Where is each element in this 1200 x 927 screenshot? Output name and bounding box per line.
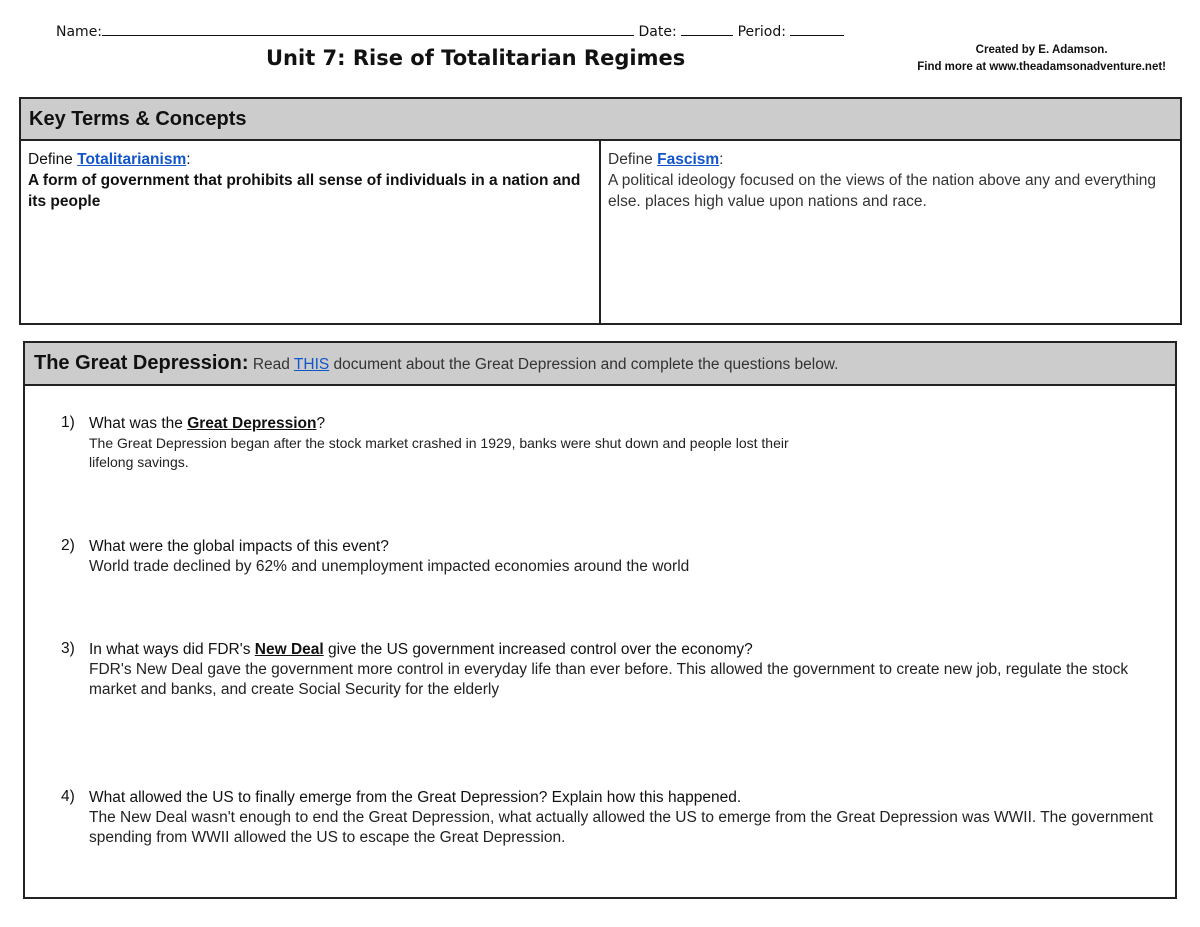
key-terms-row xyxy=(21,141,1180,323)
credit-website[interactable]: Find more at www.theadamsonadventure.net! xyxy=(917,61,1166,73)
period-blank[interactable] xyxy=(790,24,844,36)
question-number: 3) xyxy=(61,640,75,657)
question-4 xyxy=(61,788,1161,848)
question-text xyxy=(89,414,1161,434)
intro-after: document about the Great Depression and complete the questions below. xyxy=(329,356,839,373)
question-text: What allowed the US to finally emerge from the Great Depression? Explain how this happened. xyxy=(89,789,742,806)
question-2 xyxy=(61,537,1161,577)
answer-1[interactable]: The Great Depression began after the stock market crashed in 1929, banks were shut down and people lost their lifelong savings. xyxy=(89,435,789,470)
key-terms-heading: Key Terms & Concepts xyxy=(21,99,1180,141)
new-deal-term: New Deal xyxy=(254,641,324,658)
name-blank[interactable] xyxy=(102,24,634,36)
totalitarianism-answer: A form of government that prohibits all sense of individuals in a nation and its people xyxy=(28,172,581,210)
great-depression-term: Great Depression xyxy=(187,415,317,432)
colon: : xyxy=(186,151,191,168)
answer-3[interactable]: FDR's New Deal gave the government more control in everyday life than ever before. This allowed the government to create new job, regulate the stock market and banks, and create Social Security for the elderly xyxy=(89,661,1129,698)
question-1 xyxy=(61,414,1161,472)
question-text-after: ? xyxy=(316,415,326,432)
question-3 xyxy=(61,640,1161,700)
date-blank[interactable] xyxy=(681,24,733,36)
period-label: Period: xyxy=(737,24,786,40)
question-number: 2) xyxy=(61,537,75,554)
fascism-link[interactable]: Fascism xyxy=(657,151,720,168)
answer-2[interactable]: World trade declined by 62% and unemployment impacted economies around the world xyxy=(89,558,690,575)
question-text-after: give the US government increased control over the economy? xyxy=(323,641,753,658)
define-label: Define xyxy=(28,151,78,168)
key-terms-table xyxy=(19,97,1182,325)
great-depression-title: The Great Depression: xyxy=(34,352,249,374)
date-label: Date: xyxy=(638,24,677,40)
question-text xyxy=(89,640,1161,660)
question-text-before: What was the xyxy=(89,415,188,432)
great-depression-section xyxy=(23,341,1177,899)
name-label: Name: xyxy=(56,24,103,40)
totalitarianism-link[interactable]: Totalitarianism xyxy=(77,151,187,168)
question-number: 4) xyxy=(61,788,75,805)
totalitarianism-cell[interactable] xyxy=(21,141,601,323)
colon: : xyxy=(719,151,724,168)
page-title: Unit 7: Rise of Totalitarian Regimes xyxy=(266,46,686,70)
answer-4[interactable]: The New Deal wasn't enough to end the Great Depression, what actually allowed the US to emerge from the Great Depression was WWII. The government spending from WWII allowed the US to escape the Great Depression. xyxy=(89,809,1154,846)
question-text-before: In what ways did FDR's xyxy=(89,641,255,658)
fascism-answer: A political ideology focused on the views of the nation above any and everything else. places high value upon nations and race. xyxy=(608,172,1157,210)
credit-block xyxy=(917,42,1166,76)
great-depression-heading xyxy=(25,343,1175,386)
intro-before: Read xyxy=(248,356,294,373)
question-number: 1) xyxy=(61,414,75,431)
credit-author: Created by E. Adamson. xyxy=(975,44,1108,56)
student-info-line xyxy=(56,24,844,40)
document-link[interactable]: THIS xyxy=(293,356,330,373)
fascism-prompt xyxy=(608,149,1173,170)
fascism-cell[interactable] xyxy=(601,141,1180,323)
define-label: Define xyxy=(608,151,658,168)
question-text: What were the global impacts of this event? xyxy=(89,538,389,555)
totalitarianism-prompt xyxy=(28,149,592,170)
